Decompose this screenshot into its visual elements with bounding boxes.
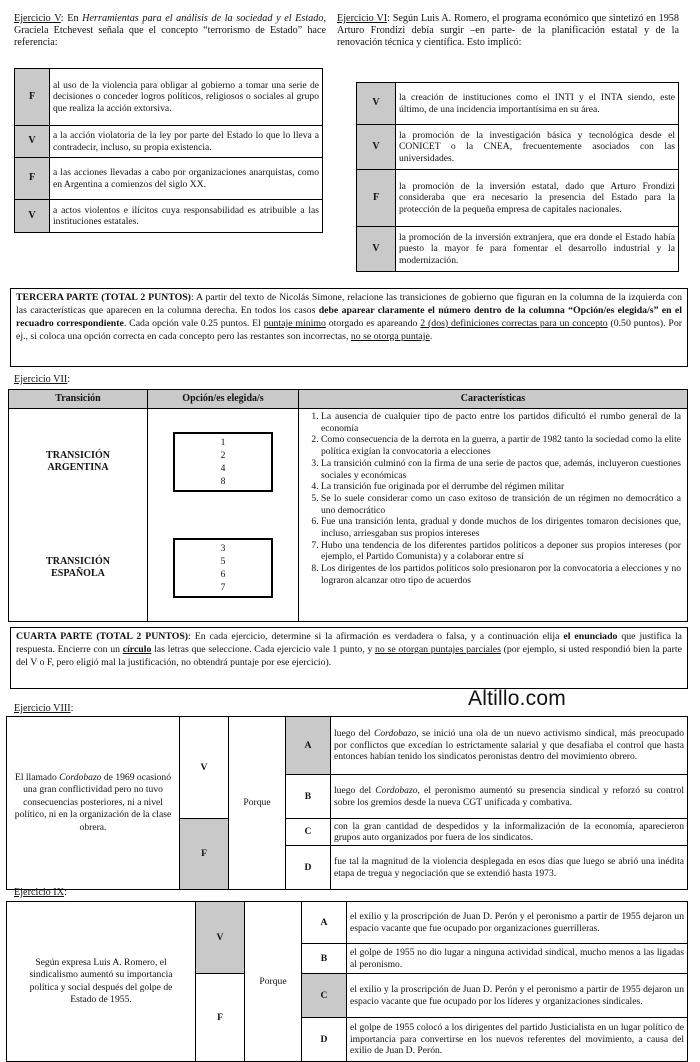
statement: la promoción de la inversión estatal, dado que Arturo Frondizi consideraba que era necesario la presencia del Estado para la protección de la pequeña empresa de capitales nacionales. (396, 170, 679, 227)
table-row (15, 200, 323, 233)
option-text: el exilio y la proscripción de Juan D. Perón y el peronismo a partir de 1955 dejaron un espacio vacante que fue ocupado por los líderes y organizaciones sindicales. (347, 974, 688, 1018)
ex6-table (356, 82, 679, 272)
ex5-intro: Ejercicio V: En Herramientas para el análisis de la sociedad y el Estado, Graciela Etchevest señala que el concepto “terrorismo de Estado” hace referencia: (14, 13, 326, 49)
statement: la promoción de la investigación básica y tecnológica desde el CONICET o la CNEA, frecuentemente asociados con las universidades. (396, 125, 679, 170)
statement: a actos violentos e ilícitos cuya responsabilidad es atribuible a las instituciones estatales. (50, 200, 323, 233)
statement: la promoción de la inversión extranjera, que era donde el Estado había puesto la mayor fe para fomentar el desarrollo industrial y la modernización. (396, 227, 679, 272)
false-option[interactable]: F (180, 819, 229, 890)
statement: a las acciones llevadas a cabo por organizaciones anarquistas, como en Argentina a comienzos del siglo XX. (50, 158, 323, 200)
statement: a la acción violatoria de la ley por parte del Estado lo que lo lleva a contradecir, incluso, su propia existencia. (50, 126, 323, 158)
answer-key: F (15, 158, 50, 200)
list-item: 5. Se lo suele considerar como un caso exitoso de transición de un régimen no democrático a uno democrático (321, 493, 681, 516)
column-header: Transición (9, 390, 148, 409)
ex5-table (14, 68, 323, 233)
option-letter[interactable]: C (302, 974, 347, 1018)
ex7-table (8, 389, 688, 622)
option-text: con la gran cantidad de despedidos y la informalización de la economía, aparecieron grupos auto organizados por fuera de los sindicatos. (331, 819, 688, 846)
true-option[interactable]: V (196, 902, 245, 974)
ex9-title: Ejercicio IX (14, 887, 65, 898)
list-item: 8. Los dirigentes de los partidos políticos solo presionaron por la convocatoria a elecciones y no lograron alcanzar otro tipo de acuerdos (321, 563, 681, 586)
table-row (15, 69, 323, 126)
list-item: 3. La transición culminó con la firma de una serie de pactos que, además, incluyeron cuestiones sociales y económicas (321, 458, 681, 481)
option-text: luego del Cordobazo, el peronismo aumentó su presencia sindical y reforzó su control sobre los gremios desde la nueva CGT unificada y combativa. (331, 775, 688, 819)
transition-name: TRANSICIÓN ARGENTINA (46, 449, 110, 473)
table-row (357, 83, 679, 125)
option-letter[interactable]: A (302, 902, 347, 944)
table-row (15, 126, 323, 158)
option-text: el golpe de 1955 no dio lugar a ninguna actividad sindical, mucho menos a las ligadas al peronismo. (347, 944, 688, 974)
porque-label: Porque (245, 902, 302, 1062)
table-row (15, 158, 323, 200)
option-number: 7 (220, 582, 226, 594)
option-number: 6 (220, 569, 226, 580)
porque-label: Porque (229, 717, 286, 890)
option-number: 2 (220, 449, 226, 461)
option-text: luego del Cordobazo, se inició una ola de un nuevo activismo sindical, más preocupado por conflictos que excedían lo estrictamente salarial y que desafiaba el control que hasta entonces habían tenido los sindicatos peronistas dentro del movimiento obrero. (331, 717, 688, 775)
ex8-title: Ejercicio VIII (14, 703, 71, 714)
ex5-title: Ejercicio V (14, 13, 61, 24)
option-number: 3 (220, 542, 226, 554)
option-letter[interactable]: B (286, 775, 331, 819)
ex7-label: Ejercicio VII: (14, 374, 71, 385)
option-text: el golpe de 1955 colocó a los dirigentes del partido Justicialista en un lugar político de importancia para convertirse en los nuevos referentes del movimiento, a causa del exilio de Juan D. Perón. (347, 1018, 688, 1062)
ex8-table (6, 716, 688, 890)
transition-cell (9, 409, 148, 622)
table-row (357, 227, 679, 272)
answer-key: V (15, 126, 50, 158)
statement: al uso de la violencia para obligar al gobierno a tomar una serie de decisiones o conceder logros políticos, religiosos o sociales al grupo que realiza la acción extorsiva. (50, 69, 323, 126)
part3-instructions: TERCERA PARTE (TOTAL 2 PUNTOS): A partir del texto de Nicolás Simone, relacione las transiciones de gobierno que figuran en la columna de la izquierda con las características que aparecen en la columna derecha. En todos los casos debe aparear claramente el número dentro de la columna “Opción/es elegida/s” en el recuadro correspondiente. Cada opción vale 0.25 puntos. El puntaje mínimo otorgado es apareando 2 (dos) definiciones correctas para un concepto (0.50 puntos). Por ej., si coloca una opción correcta en cada concepto pero las restantes son incorrectas, no se otorga puntaje. (10, 288, 688, 367)
option-number: 5 (220, 555, 226, 567)
table-row (357, 170, 679, 227)
ex8-label: Ejercicio VIII: (14, 703, 74, 714)
answer-key: V (357, 125, 396, 170)
options-cell (148, 409, 299, 622)
part4-instructions: CUARTA PARTE (TOTAL 2 PUNTOS): En cada ejercicio, determine si la afirmación es verdadera o falsa, y a continuación elija el enunciado que justifica la respuesta. Encierre con un círculo las letras que seleccione. Cada ejercicio vale 1 punto, y no se otorgan puntajes parciales (por ejemplo, si usted respondió bien la parte del V o F, pero eligió mal la justificación, no obtendrá puntaje por ese ejercicio). (10, 627, 688, 689)
option-letter[interactable]: A (286, 717, 331, 775)
option-text: fue tal la magnitud de la violencia desplegada en esos días que luego se abrió una inédita etapa de tregua y negociación que se extendió hasta 1973. (331, 846, 688, 890)
watermark: Altillo.com (468, 687, 566, 710)
option-number: 4 (220, 463, 226, 474)
option-letter[interactable]: D (286, 846, 331, 890)
answer-key: V (15, 200, 50, 233)
ex9-label: Ejercicio IX: (14, 887, 67, 898)
option-number: 1 (220, 436, 226, 448)
part4-heading: CUARTA PARTE (TOTAL 2 PUNTOS) (16, 631, 189, 642)
list-item: 1. La ausencia de cualquier tipo de pacto entre los partidos dificultó el rumbo general de la economía (321, 411, 681, 434)
ex9-table (6, 901, 688, 1062)
answer-key: F (15, 69, 50, 126)
column-header: Características (299, 390, 688, 409)
option-box[interactable] (173, 432, 273, 492)
ex6-title: Ejercicio VI (337, 13, 388, 24)
option-letter[interactable]: D (302, 1018, 347, 1062)
option-number: 8 (220, 476, 226, 488)
list-item: 6. Fue una transición lenta, gradual y donde muchos de los dirigentes tomaron decisiones que, incluso, arriesgaban sus propios intereses (321, 516, 681, 539)
list-item: 4. La transición fue originada por el derrumbe del régimen militar (321, 481, 681, 493)
ex6-intro: Ejercicio VI: Según Luis A. Romero, el programa económico que sintetizó en 1958 Arturo Frondizi debía surgir –en parte- de la planificación estatal y de la renovación técnica y científica. Esto implicó: (337, 13, 679, 49)
answer-key: V (357, 83, 396, 125)
characteristics-cell (299, 409, 688, 622)
transition-name: TRANSICIÓN ESPAÑOLA (46, 555, 110, 579)
option-box[interactable] (173, 538, 273, 598)
column-header: Opción/es elegida/s (148, 390, 299, 409)
ex7-title: Ejercicio VII (14, 374, 68, 385)
list-item: 7. Hubo una tendencia de los diferentes partidos políticos a deponer sus propios intereses (por ejemplo, el Partido Comunista) y a colaborar entre sí (321, 540, 681, 563)
statement-cell: El llamado Cordobazo de 1969 ocasionó una gran conflictividad pero no tuvo consecuencias posteriores, ni a nivel político, ni en la organización de la clase obrera. (7, 717, 180, 890)
answer-key: V (357, 227, 396, 272)
answer-key: F (357, 170, 396, 227)
option-letter[interactable]: C (286, 819, 331, 846)
statement-cell: Según expresa Luis A. Romero, el sindicalismo aumentó su importancia política y social después del golpe de Estado de 1955. (7, 902, 196, 1062)
false-option[interactable]: F (196, 974, 245, 1062)
option-letter[interactable]: B (302, 944, 347, 974)
true-option[interactable]: V (180, 717, 229, 819)
part3-heading: TERCERA PARTE (TOTAL 2 PUNTOS) (16, 292, 191, 303)
option-text: el exilio y la proscripción de Juan D. Perón y el peronismo a partir de 1955 dejaron un espacio vacante que fue ocupado por organizaciones guerrilleras. (347, 902, 688, 944)
characteristics-list (299, 411, 681, 587)
list-item: 2. Como consecuencia de la derrota en la guerra, a partir de 1982 tanto la sociedad como la elite política exigían la convocatoria a elecciones (321, 434, 681, 457)
statement: la creación de instituciones como el INTI y el INTA siendo, este último, de una incidencia importantísima en su área. (396, 83, 679, 125)
table-row (357, 125, 679, 170)
